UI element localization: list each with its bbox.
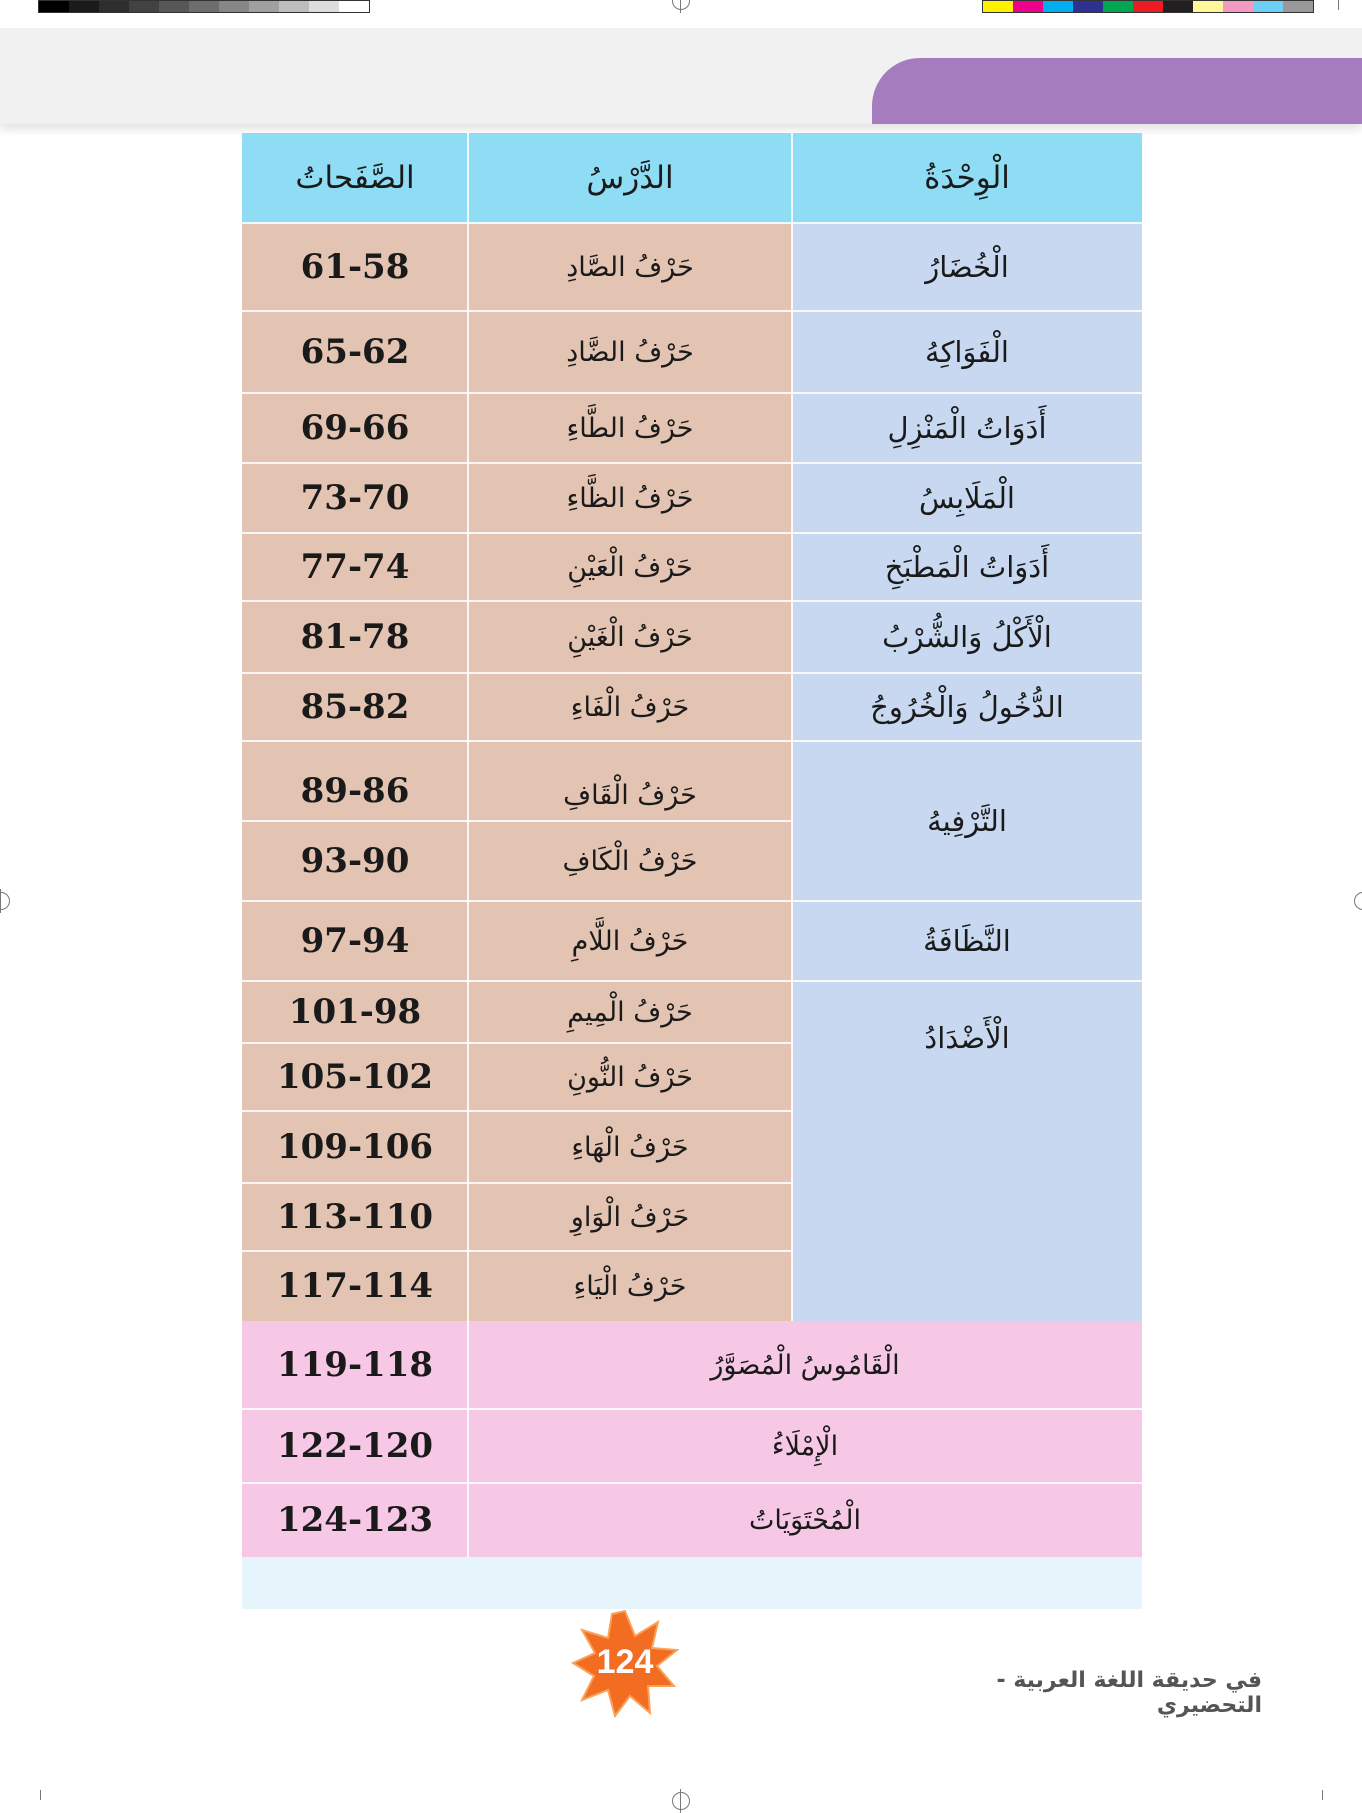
registration-mark-icon (1354, 892, 1362, 910)
registration-mark-icon (0, 892, 10, 910)
grayscale-calibration-bar (38, 0, 370, 13)
unit-cell: الْخُضَارُ (792, 223, 1142, 311)
unit-cell: الْأَكْلُ وَالشُّرْبُ (792, 601, 1142, 673)
table-divider (242, 1408, 1142, 1410)
table-divider (242, 980, 1142, 982)
appendix-title-cell: الْمُحْتَوَيَاتُ (468, 1483, 1142, 1557)
pages-cell: 113-110 (242, 1183, 468, 1251)
lesson-cell: حَرْفُ الْوَاوِ (468, 1183, 792, 1251)
lesson-cell: حَرْفُ الطَّاءِ (468, 393, 792, 463)
unit-cell: الْأَضْدَادُ (792, 981, 1142, 1321)
contents-table (242, 133, 1142, 1609)
unit-cell: الْمَلَابِسُ (792, 463, 1142, 533)
table-divider (242, 600, 1142, 602)
unit-cell: أَدَوَاتُ الْمَنْزِلِ (792, 393, 1142, 463)
appendix-pages-cell: 119-118 (242, 1321, 468, 1409)
pages-cell: 69-66 (242, 393, 468, 463)
lesson-cell: حَرْفُ الْكَافِ (468, 821, 792, 901)
header-pages: الصَّفَحاتُ (242, 133, 468, 223)
header-unit: الْوِحْدَةُ (792, 133, 1142, 223)
unit-cell: أَدَوَاتُ الْمَطْبَخِ (792, 533, 1142, 601)
table-divider (242, 532, 1142, 534)
lesson-cell: حَرْفُ الْهَاءِ (468, 1111, 792, 1183)
table-divider (242, 672, 1142, 674)
appendix-title-cell: الْقَامُوسُ الْمُصَوَّرُ (468, 1321, 1142, 1409)
pages-cell: 101-98 (242, 981, 468, 1043)
table-divider (242, 222, 1142, 224)
registration-mark-icon (672, 0, 690, 10)
unit-cell: الْفَوَاكِهُ (792, 311, 1142, 393)
lesson-cell: حَرْفُ الْغَيْنِ (468, 601, 792, 673)
page-number: 124 (596, 1643, 654, 1681)
pages-cell: 93-90 (242, 821, 468, 901)
appendix-pages-cell: 124-123 (242, 1483, 468, 1557)
lesson-cell: حَرْفُ الْعَيْنِ (468, 533, 792, 601)
appendix-title-cell: الْإِمْلَاءُ (468, 1409, 1142, 1483)
lesson-cell: حَرْفُ الْفَاءِ (468, 673, 792, 741)
unit-cell: الدُّخُولُ وَالْخُرُوجُ (792, 673, 1142, 741)
color-calibration-bar (982, 0, 1314, 13)
lesson-cell: حَرْفُ الصَّادِ (468, 223, 792, 311)
pages-cell: 105-102 (242, 1043, 468, 1111)
crop-mark (40, 1790, 41, 1800)
table-divider (242, 462, 1142, 464)
pages-cell: 117-114 (242, 1251, 468, 1321)
lesson-cell: حَرْفُ الْمِيمِ (468, 981, 792, 1043)
table-divider (242, 1042, 792, 1044)
pages-cell: 97-94 (242, 901, 468, 981)
lesson-cell: حَرْفُ الْيَاءِ (468, 1251, 792, 1321)
table-divider (242, 1482, 1142, 1484)
table-divider (242, 1110, 792, 1112)
pages-cell: 109-106 (242, 1111, 468, 1183)
table-divider (242, 1182, 792, 1184)
pages-cell: 61-58 (242, 223, 468, 311)
crop-mark (1338, 0, 1339, 10)
table-divider (467, 133, 469, 1557)
book-title: في حديقة اللغة العربية - التحضيري (996, 1668, 1262, 1718)
pages-cell: 89-86 (242, 741, 468, 821)
pages-cell: 73-70 (242, 463, 468, 533)
registration-mark-icon (672, 1792, 690, 1810)
table-divider (242, 310, 1142, 312)
lesson-cell: حَرْفُ الظَّاءِ (468, 463, 792, 533)
lesson-cell: حَرْفُ النُّونِ (468, 1043, 792, 1111)
unit-cell: النَّظَافَةُ (792, 901, 1142, 981)
header-accent-tab (872, 58, 1362, 124)
pages-cell: 77-74 (242, 533, 468, 601)
table-divider (242, 900, 1142, 902)
lesson-cell: حَرْفُ الْقَافِ (468, 741, 792, 821)
lesson-cell: حَرْفُ اللَّامِ (468, 901, 792, 981)
header-lesson: الدَّرْسُ (468, 133, 792, 223)
lesson-cell: حَرْفُ الضَّادِ (468, 311, 792, 393)
unit-cell: التَّرْفِيهُ (792, 741, 1142, 901)
table-divider (242, 392, 1142, 394)
appendix-pages-cell: 122-120 (242, 1409, 468, 1483)
table-divider (242, 820, 792, 822)
table-divider (242, 740, 1142, 742)
pages-cell: 65-62 (242, 311, 468, 393)
pages-cell: 85-82 (242, 673, 468, 741)
pages-cell: 81-78 (242, 601, 468, 673)
crop-mark (1322, 1790, 1323, 1800)
table-divider (242, 1250, 792, 1252)
